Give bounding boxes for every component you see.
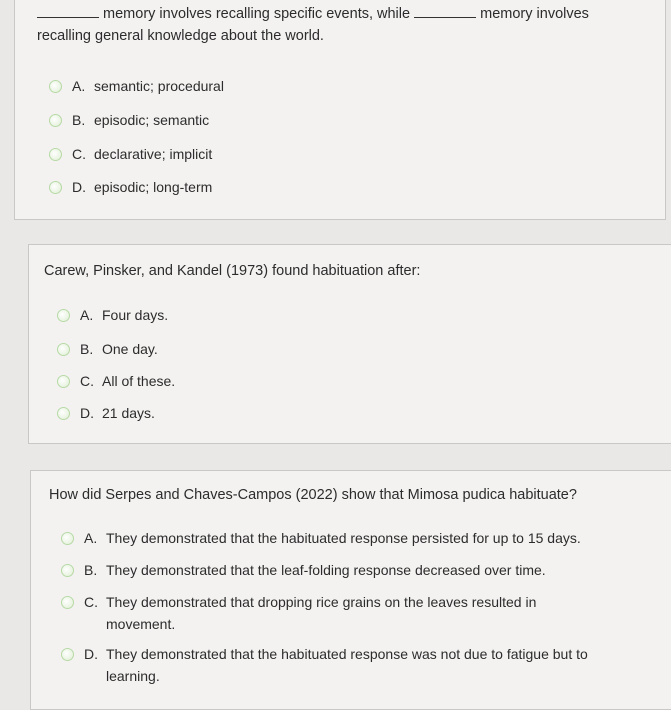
option-d[interactable]: D. They demonstrated that the habituated response was not due to fatigue but to learning. <box>61 643 621 687</box>
option-d[interactable]: D. 21 days. <box>57 402 155 424</box>
radio-button[interactable] <box>61 596 74 609</box>
radio-button[interactable] <box>57 407 70 420</box>
radio-button[interactable] <box>61 564 74 577</box>
question-card-1 <box>14 0 666 220</box>
fill-blank <box>414 5 476 18</box>
radio-button[interactable] <box>61 532 74 545</box>
option-b[interactable]: B. They demonstrated that the leaf-folding response decreased over time. <box>61 559 621 581</box>
option-b[interactable]: B. episodic; semantic <box>49 109 209 131</box>
option-c[interactable]: C. declarative; implicit <box>49 143 212 165</box>
option-a[interactable]: A. Four days. <box>57 304 168 326</box>
radio-button[interactable] <box>57 343 70 356</box>
radio-button[interactable] <box>57 375 70 388</box>
option-d[interactable]: D. episodic; long-term <box>49 176 212 198</box>
radio-button[interactable] <box>61 648 74 661</box>
option-a[interactable]: A. semantic; procedural <box>49 75 224 97</box>
option-a[interactable]: A. They demonstrated that the habituated response persisted for up to 15 days. <box>61 527 621 549</box>
radio-button[interactable] <box>49 114 62 127</box>
question-card-2 <box>28 244 671 444</box>
radio-button[interactable] <box>49 148 62 161</box>
option-b[interactable]: B. One day. <box>57 338 158 360</box>
radio-button[interactable] <box>49 181 62 194</box>
question-card-3 <box>30 470 671 710</box>
question-stem: memory involves recalling specific events, while memory involves recalling general knowledge about the world. <box>37 6 589 44</box>
option-c[interactable]: C. All of these. <box>57 370 175 392</box>
question-stem: Carew, Pinsker, and Kandel (1973) found habituation after: <box>44 263 421 279</box>
radio-button[interactable] <box>49 80 62 93</box>
radio-button[interactable] <box>57 309 70 322</box>
option-c[interactable]: C. They demonstrated that dropping rice grains on the leaves resulted in movement. <box>61 591 591 635</box>
question-stem: How did Serpes and Chaves-Campos (2022) show that Mimosa pudica habituate? <box>49 487 577 503</box>
fill-blank <box>37 5 99 18</box>
